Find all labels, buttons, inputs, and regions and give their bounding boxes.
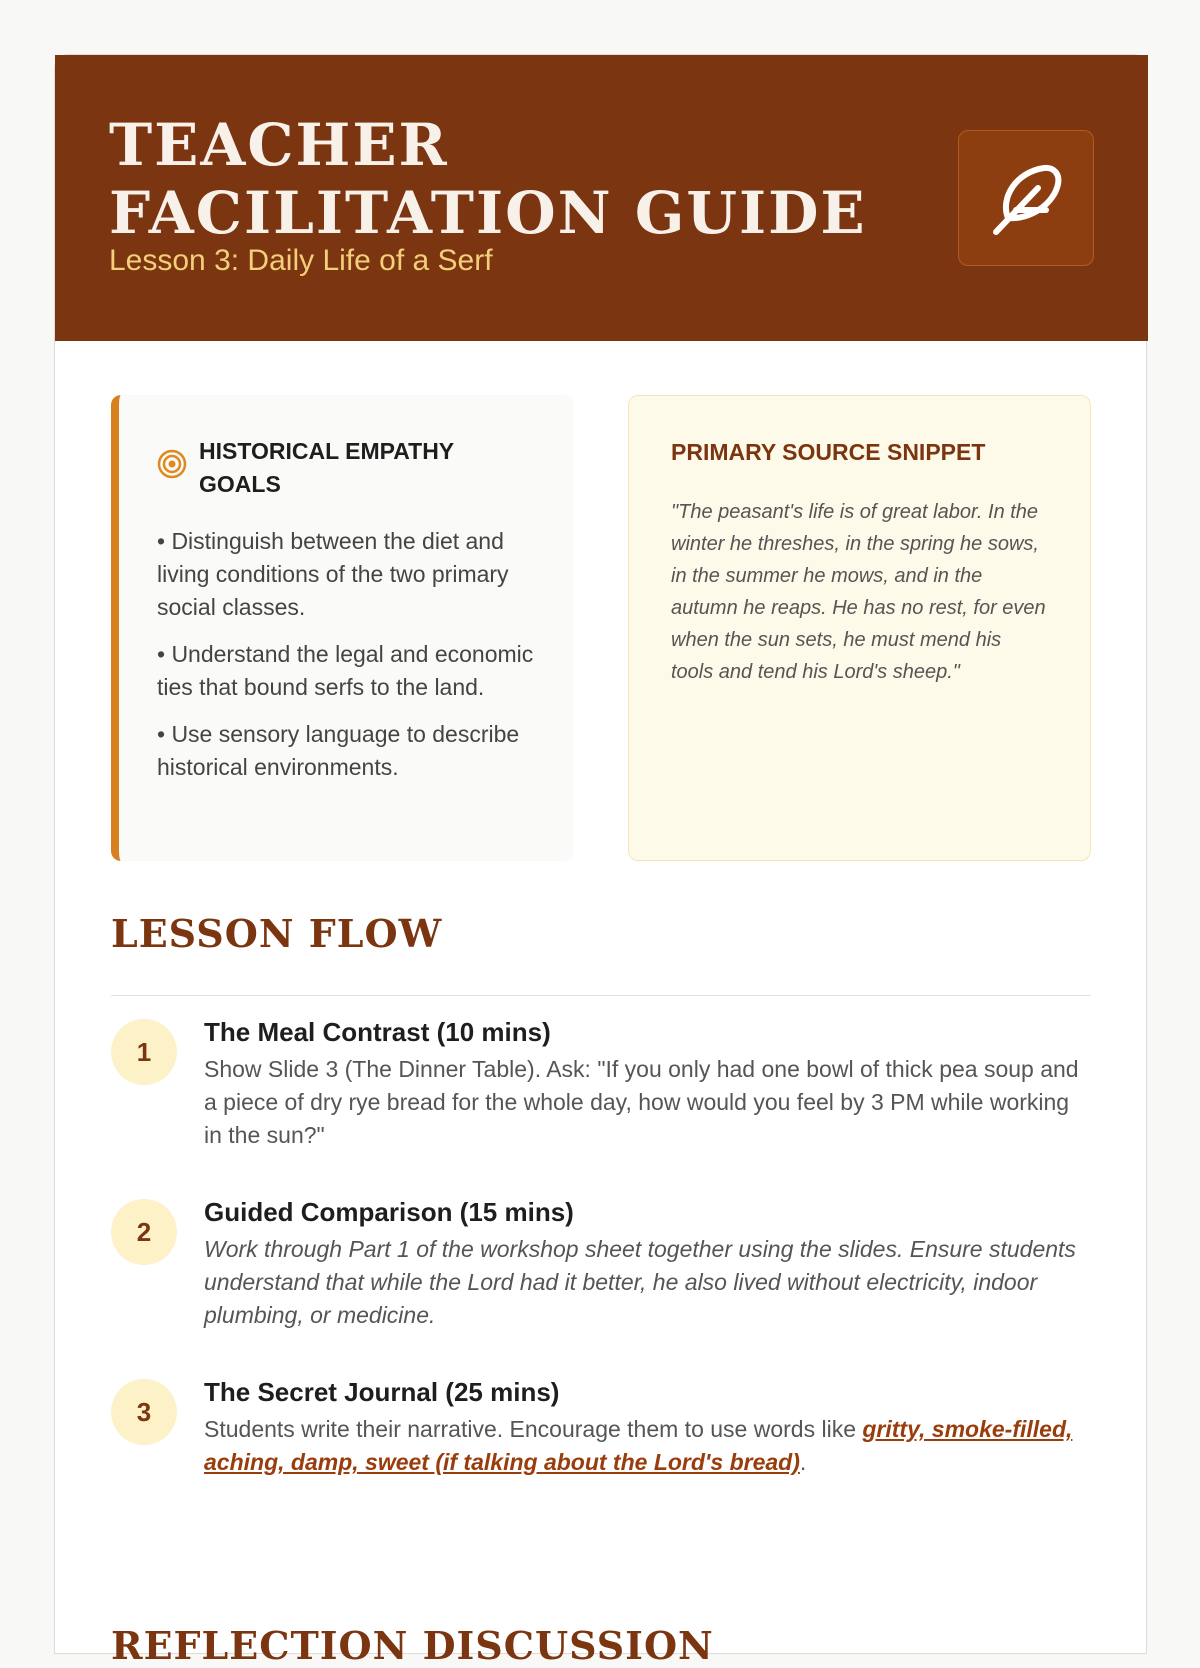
primary-source-panel xyxy=(628,395,1091,861)
header-icon-box xyxy=(958,130,1094,266)
source-quote: "The peasant's life is of great labor. In the winter he threshes, in the spring he sows, in the summer he mows, and in the autumn he reaps. He has no rest, for even when the sun sets, he must mend his tools and tend his Lord's sheep." xyxy=(671,501,1046,683)
step-number: 1 xyxy=(111,1019,177,1085)
reflection-heading: REFLECTION DISCUSSION xyxy=(111,1623,714,1668)
guide-card xyxy=(54,54,1147,1668)
empathy-goals-panel xyxy=(111,395,573,861)
step-title: The Secret Journal (25 mins) xyxy=(204,1377,560,1407)
step-description xyxy=(204,1413,1079,1479)
goals-title: HISTORICAL EMPATHY GOALS xyxy=(199,438,454,497)
goals-heading xyxy=(157,435,499,501)
step-text-after: . xyxy=(799,1449,807,1475)
page-title: TEACHER FACILITATION GUIDE xyxy=(109,111,867,247)
goals-list xyxy=(157,525,547,798)
step-number: 2 xyxy=(111,1199,177,1265)
step-title: The Meal Contrast (10 mins) xyxy=(204,1017,551,1047)
target-icon xyxy=(157,449,187,479)
step-number: 3 xyxy=(111,1379,177,1445)
step-title: Guided Comparison (15 mins) xyxy=(204,1197,574,1227)
source-title: PRIMARY SOURCE SNIPPET xyxy=(671,439,986,465)
section-divider xyxy=(111,995,1091,996)
guide-header xyxy=(55,55,1148,341)
vocabulary-link[interactable]: gritty, smoke-filled, aching, damp, sweet (if talking about the Lord's bread) xyxy=(204,1416,1073,1475)
step-description: Work through Part 1 of the workshop sheet together using the slides. Ensure students understand that while the Lord had it better, he also lived without electricity, indoor plumbing, or medicine. xyxy=(204,1236,1076,1328)
goal-item: • Use sensory language to describe historical environments. xyxy=(157,721,520,780)
lesson-flow-heading: LESSON FLOW xyxy=(111,911,443,956)
lesson-subtitle: Lesson 3: Daily Life of a Serf xyxy=(109,244,493,277)
goal-item: • Understand the legal and economic ties that bound serfs to the land. xyxy=(157,641,534,700)
step-description: Show Slide 3 (The Dinner Table). Ask: "If you only had one bowl of thick pea soup and a piece of dry rye bread for the whole day, how would you feel by 3 PM while working in the sun?" xyxy=(204,1056,1079,1148)
feather-icon xyxy=(986,158,1066,238)
step-text-before: Students write their narrative. Encourage them to use words like xyxy=(204,1416,863,1442)
goal-item: • Distinguish between the diet and living conditions of the two primary social classes. xyxy=(157,528,509,620)
